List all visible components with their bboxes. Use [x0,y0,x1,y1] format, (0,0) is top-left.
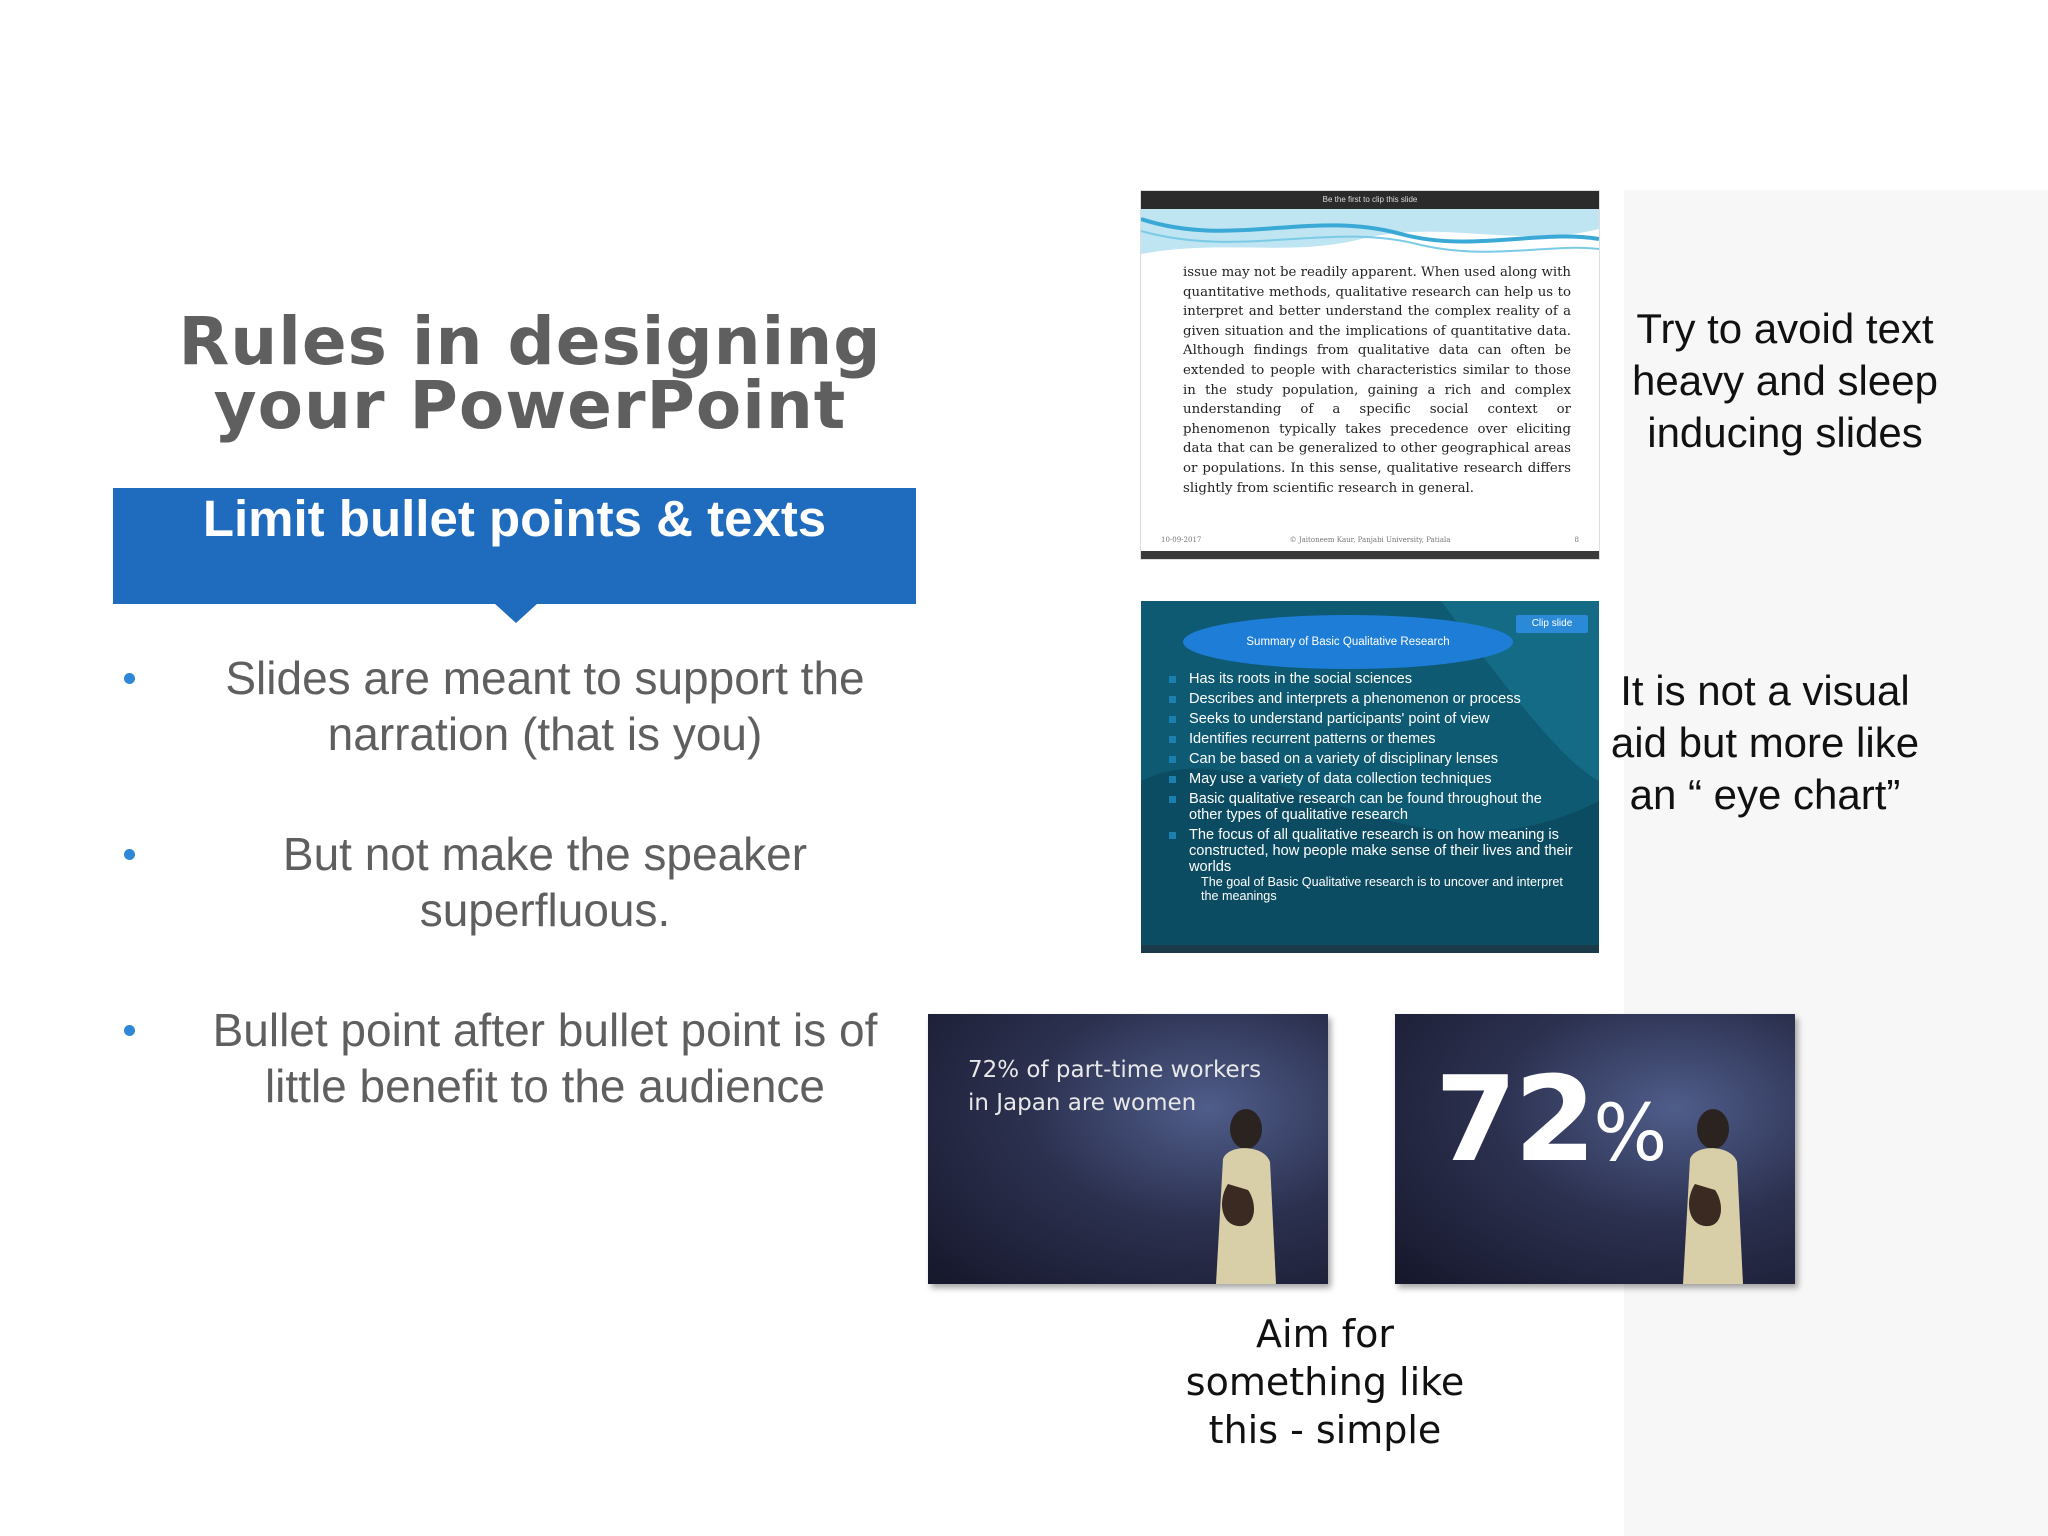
banner-pointer [494,603,538,623]
eye-chart-sub-item: The goal of Basic Qualitative research is to uncover and interpret the meanings [1201,875,1563,903]
clip-slide-button[interactable]: Clip slide [1516,615,1588,633]
thumbnail-progress-bar [1141,551,1599,559]
big-number-stat [1435,1050,1668,1199]
eye-chart-title: Summary of Basic Qualitative Research [1246,636,1450,648]
caption-text-heavy: Try to avoid text heavy and sleep inducing slides [1632,305,1938,456]
caption-simple: Aim for something like this - simple [1185,1312,1465,1452]
woman-photo-icon [1665,1104,1755,1284]
list-item: Basic qualitative research can be found throughout the other types of qualitative research [1179,791,1579,823]
thumbnail-eye-chart-slide [1141,601,1599,953]
list-item: May use a variety of data collection techniques [1179,771,1579,787]
wave-decoration [1141,209,1599,271]
percent-sign: % [1593,1089,1668,1179]
list-item: Describes and interprets a phenomenon or process [1179,691,1579,707]
list-item: Identifies recurrent patterns or themes [1179,731,1579,747]
footer-author: © Jaitoneem Kaur, Panjabi University, Patiala [1289,536,1451,544]
caption-eye-chart: It is not a visual aid but more like an “ eye chart” [1610,667,1920,818]
thumbnail-simple-slide [1395,1014,1795,1284]
thumbnail-wordy-photo-slide [928,1014,1328,1284]
list-item: Seeks to understand participants' point of view [1179,711,1579,727]
bullet-text-1: Slides are meant to support the narration (that is you) [225,652,865,760]
slide-title: Rules in designing your PowerPoint [178,303,882,444]
bullet-dot-2 [124,849,135,860]
bullet-text-2: But not make the speaker superfluous. [282,828,808,936]
thumbnail-top-bar: Be the first to clip this slide [1141,191,1599,209]
thumbnail-progress-bar [1141,945,1599,953]
wordy-caption: 72% of part-time workers in Japan are women [968,1057,1262,1116]
bullet-dot-3 [124,1025,135,1036]
big-number: 72 [1435,1050,1594,1188]
footer-date: 10-09-2017 [1161,536,1202,544]
banner-heading: Limit bullet points & texts [202,490,827,547]
bullet-dot-1 [124,673,135,684]
footer-page: 8 [1574,536,1579,544]
list-item: Has its roots in the social sciences [1179,671,1579,687]
woman-photo-icon [1198,1104,1288,1284]
dense-paragraph: issue may not be readily apparent. When used along with quantitative methods, qualitative research can help us to interpret and better understand the complex reality of a given situation and the implications of quantitative data. Although findings from qualitative data can often be extended to people with characteristics similar to those in the study population, gaining a rich and complex understanding of a specific social context or phenomenon typically takes precedence over eliciting data that can be generalized to other geographical areas or populations. In this sense, qualitative research differs slightly from scientific research in general. [1183,265,1571,496]
list-item: Can be based on a variety of disciplinary lenses [1179,751,1579,767]
thumbnail-footer [1161,536,1579,544]
eye-chart-list [1179,671,1579,879]
thumbnail-text-heavy-slide [1141,191,1599,559]
list-item: The focus of all qualitative research is on how meaning is constructed, how people make sense of their lives and their worlds [1179,827,1579,875]
bullet-text-3: Bullet point after bullet point is of little benefit to the audience [212,1004,878,1112]
